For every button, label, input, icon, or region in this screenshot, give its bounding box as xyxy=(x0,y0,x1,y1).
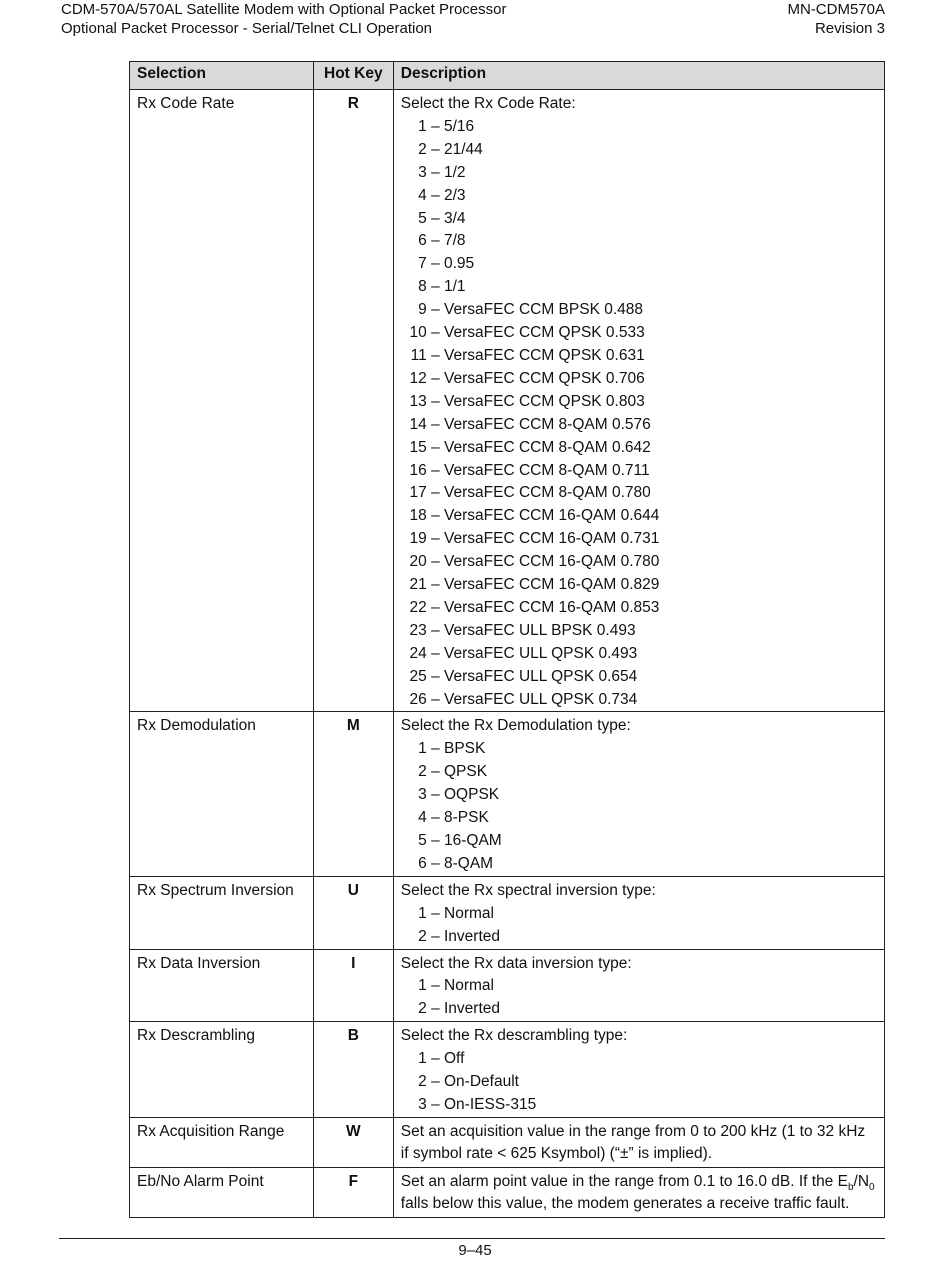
selection-cell: Rx Demodulation xyxy=(130,712,314,876)
description-intro: Select the Rx Code Rate: xyxy=(400,95,576,112)
description-cell xyxy=(393,90,884,712)
option-item xyxy=(401,807,877,830)
option-number: 18 xyxy=(409,507,427,525)
option-item xyxy=(401,1048,877,1071)
option-item xyxy=(401,391,877,414)
table-row xyxy=(130,1022,885,1118)
option-text: – VersaFEC CCM QPSK 0.631 xyxy=(431,346,645,364)
option-number: 3 xyxy=(418,1095,427,1113)
option-text: – Inverted xyxy=(431,1000,501,1018)
selection-cell: Rx Spectrum Inversion xyxy=(130,876,314,949)
option-number: 19 xyxy=(409,530,427,548)
option-text: – 0.95 xyxy=(431,255,475,273)
section-title: Optional Packet Processor - Serial/Telnet CLI Operation xyxy=(61,20,433,37)
table-row xyxy=(130,1117,885,1167)
option-text: – VersaFEC ULL QPSK 0.493 xyxy=(431,644,638,662)
option-number: 15 xyxy=(409,438,427,456)
option-text: – VersaFEC CCM 16-QAM 0.731 xyxy=(431,530,660,548)
option-item xyxy=(401,460,877,483)
option-item xyxy=(401,1094,877,1117)
option-number: 1 xyxy=(418,977,427,995)
selection-cell: Rx Data Inversion xyxy=(130,949,314,1022)
option-text: – VersaFEC CCM 16-QAM 0.644 xyxy=(431,507,660,525)
option-text: – VersaFEC CCM 8-QAM 0.780 xyxy=(431,484,651,502)
option-item xyxy=(401,414,877,437)
column-header-selection: Selection xyxy=(130,62,314,90)
option-number: 24 xyxy=(409,644,427,662)
column-header-hotkey: Hot Key xyxy=(313,62,393,90)
option-number: 2 xyxy=(418,1000,427,1018)
option-item xyxy=(401,853,877,876)
option-text: – VersaFEC CCM 8-QAM 0.642 xyxy=(431,438,651,456)
option-text: – VersaFEC CCM 8-QAM 0.711 xyxy=(431,461,650,479)
option-number: 23 xyxy=(409,621,427,639)
option-item xyxy=(401,253,877,276)
option-item xyxy=(401,998,877,1021)
option-number: 26 xyxy=(409,690,427,708)
selection-cell: Rx Acquisition Range xyxy=(130,1117,314,1167)
description-intro: Select the Rx Demodulation type: xyxy=(400,717,631,735)
option-number: 7 xyxy=(418,255,427,273)
table-row xyxy=(130,90,885,712)
option-item xyxy=(401,784,877,807)
selection-cell: Rx Descrambling xyxy=(130,1022,314,1118)
option-number: 3 xyxy=(418,786,427,804)
option-text: – Off xyxy=(431,1050,465,1068)
option-item xyxy=(401,528,877,551)
option-text: – Normal xyxy=(431,904,494,922)
option-text: – Inverted xyxy=(431,927,501,945)
option-number: 2 xyxy=(418,763,427,781)
option-text: – VersaFEC CCM 16-QAM 0.829 xyxy=(431,576,660,594)
footer-rule xyxy=(59,1238,885,1239)
option-number: 1 xyxy=(418,1050,427,1068)
option-item xyxy=(401,620,877,643)
option-number: 9 xyxy=(418,301,427,319)
hotkey-cell: M xyxy=(313,712,393,876)
option-item xyxy=(401,830,877,853)
option-number: 12 xyxy=(409,369,427,387)
option-text: – 8-QAM xyxy=(431,854,494,872)
option-number: 5 xyxy=(418,832,427,849)
option-item xyxy=(401,666,877,689)
option-item xyxy=(401,162,877,185)
option-item xyxy=(401,322,877,345)
option-number: 16 xyxy=(409,461,427,479)
option-text: – 2/3 xyxy=(431,186,466,204)
option-number: 20 xyxy=(409,553,427,571)
table-header-row xyxy=(130,62,885,90)
table-row xyxy=(130,712,885,876)
description-intro: Select the Rx spectral inversion type: xyxy=(400,881,656,899)
hotkey-cell: U xyxy=(313,876,393,949)
option-text: – 1/1 xyxy=(431,278,466,296)
option-number: 25 xyxy=(409,667,427,685)
page-header-right xyxy=(787,0,885,38)
option-number: 5 xyxy=(418,209,427,227)
option-item xyxy=(401,345,877,368)
option-text: – VersaFEC CCM 16-QAM 0.853 xyxy=(431,598,660,616)
hotkey-cell: R xyxy=(313,90,393,712)
table-row xyxy=(130,949,885,1022)
option-text: – VersaFEC ULL QPSK 0.654 xyxy=(431,667,638,685)
option-number: 1 xyxy=(418,117,427,135)
option-text: – 8-PSK xyxy=(431,809,489,827)
option-item xyxy=(401,975,877,998)
option-item xyxy=(401,437,877,460)
option-text: – VersaFEC CCM QPSK 0.533 xyxy=(431,324,645,342)
description-cell xyxy=(393,949,884,1022)
option-number: 6 xyxy=(418,232,427,250)
option-item xyxy=(401,689,877,712)
table-row xyxy=(130,876,885,949)
subscript: 0 xyxy=(869,1181,875,1193)
hotkey-cell: W xyxy=(313,1117,393,1167)
option-item xyxy=(401,368,877,391)
page-header-left xyxy=(61,0,506,38)
option-number: 17 xyxy=(409,484,427,502)
option-item xyxy=(401,139,877,162)
option-text: – VersaFEC CCM 8-QAM 0.576 xyxy=(431,415,651,433)
subscript: b xyxy=(847,1181,854,1193)
option-text: – 1/2 xyxy=(431,163,466,181)
option-text: – VersaFEC CCM QPSK 0.706 xyxy=(431,369,645,387)
selection-cell: Rx Code Rate xyxy=(130,90,314,712)
option-text: – BPSK xyxy=(431,740,486,758)
hotkey-cell: B xyxy=(313,1022,393,1118)
option-text: – 3/4 xyxy=(431,209,466,227)
option-text: – 21/44 xyxy=(431,140,483,158)
option-item xyxy=(401,208,877,231)
option-item xyxy=(401,903,877,926)
description-cell xyxy=(393,1117,884,1167)
hotkey-cell: F xyxy=(313,1167,393,1217)
option-text: – OQPSK xyxy=(431,786,500,804)
description-intro: Select the Rx data inversion type: xyxy=(400,954,632,972)
option-number: 11 xyxy=(410,346,427,364)
option-item xyxy=(401,505,877,528)
manual-number: MN-CDM570A xyxy=(787,1,885,18)
option-text: – 16-QAM xyxy=(431,832,502,849)
option-item xyxy=(401,551,877,574)
option-text: – 7/8 xyxy=(431,232,466,250)
option-text: – On-IESS-315 xyxy=(431,1095,537,1113)
option-number: 13 xyxy=(409,392,427,410)
option-item xyxy=(401,116,877,139)
option-number: 1 xyxy=(418,904,427,922)
option-text: – VersaFEC CCM BPSK 0.488 xyxy=(431,301,643,319)
option-item xyxy=(401,643,877,666)
option-item xyxy=(401,926,877,949)
option-text: – 5/16 xyxy=(431,117,475,135)
option-number: 4 xyxy=(418,809,427,827)
option-number: 21 xyxy=(409,576,427,594)
description-part: falls below this value, the modem generates a receive traffic fault. xyxy=(400,1194,850,1212)
option-item xyxy=(401,276,877,299)
option-item xyxy=(401,185,877,208)
page-number: 9–45 xyxy=(458,1242,492,1259)
option-number: 2 xyxy=(418,1073,427,1091)
option-number: 22 xyxy=(409,598,427,616)
option-number: 10 xyxy=(409,324,427,342)
description-cell xyxy=(393,1167,884,1217)
option-number: 6 xyxy=(418,854,427,872)
option-item xyxy=(401,299,877,322)
option-number: 2 xyxy=(418,140,427,158)
option-item xyxy=(401,230,877,253)
option-text: – On-Default xyxy=(431,1073,519,1091)
description-cell xyxy=(393,876,884,949)
description-part: Set an alarm point value in the range from 0.1 to 16.0 dB. If the E xyxy=(400,1172,848,1190)
option-text: – VersaFEC ULL QPSK 0.734 xyxy=(431,690,638,708)
option-number: 8 xyxy=(418,278,427,296)
option-text: – VersaFEC ULL BPSK 0.493 xyxy=(431,621,636,639)
description-part: /N xyxy=(853,1172,870,1190)
option-item xyxy=(401,738,877,761)
description-cell xyxy=(393,1022,884,1118)
option-item xyxy=(401,597,877,620)
option-item xyxy=(401,574,877,597)
document-title: CDM-570A/570AL Satellite Modem with Optional Packet Processor xyxy=(61,1,507,18)
option-number: 14 xyxy=(409,415,427,433)
description-intro: Select the Rx descrambling type: xyxy=(400,1027,628,1045)
selection-cell: Eb/No Alarm Point xyxy=(130,1167,314,1217)
option-text: – QPSK xyxy=(431,763,488,781)
hotkey-cell: I xyxy=(313,949,393,1022)
option-number: 3 xyxy=(418,163,427,181)
description-text: Set an acquisition value in the range from 0 to 200 kHz (1 to 32 kHz if symbol rate < 625 Ksymbol) (“±” is implied). xyxy=(400,1122,866,1162)
option-number: 2 xyxy=(418,927,427,945)
menu-table xyxy=(129,61,885,1218)
option-text: – VersaFEC CCM 16-QAM 0.780 xyxy=(431,553,660,571)
option-item xyxy=(401,761,877,784)
description-text xyxy=(401,1171,877,1217)
option-item xyxy=(401,1071,877,1094)
option-text: – VersaFEC CCM QPSK 0.803 xyxy=(431,392,645,410)
option-text: – Normal xyxy=(431,977,494,995)
option-number: 4 xyxy=(418,186,427,204)
revision: Revision 3 xyxy=(814,20,885,37)
option-item xyxy=(401,482,877,505)
option-number: 1 xyxy=(418,740,427,758)
column-header-description: Description xyxy=(393,62,884,90)
table-row xyxy=(130,1167,885,1217)
description-cell xyxy=(393,712,884,876)
